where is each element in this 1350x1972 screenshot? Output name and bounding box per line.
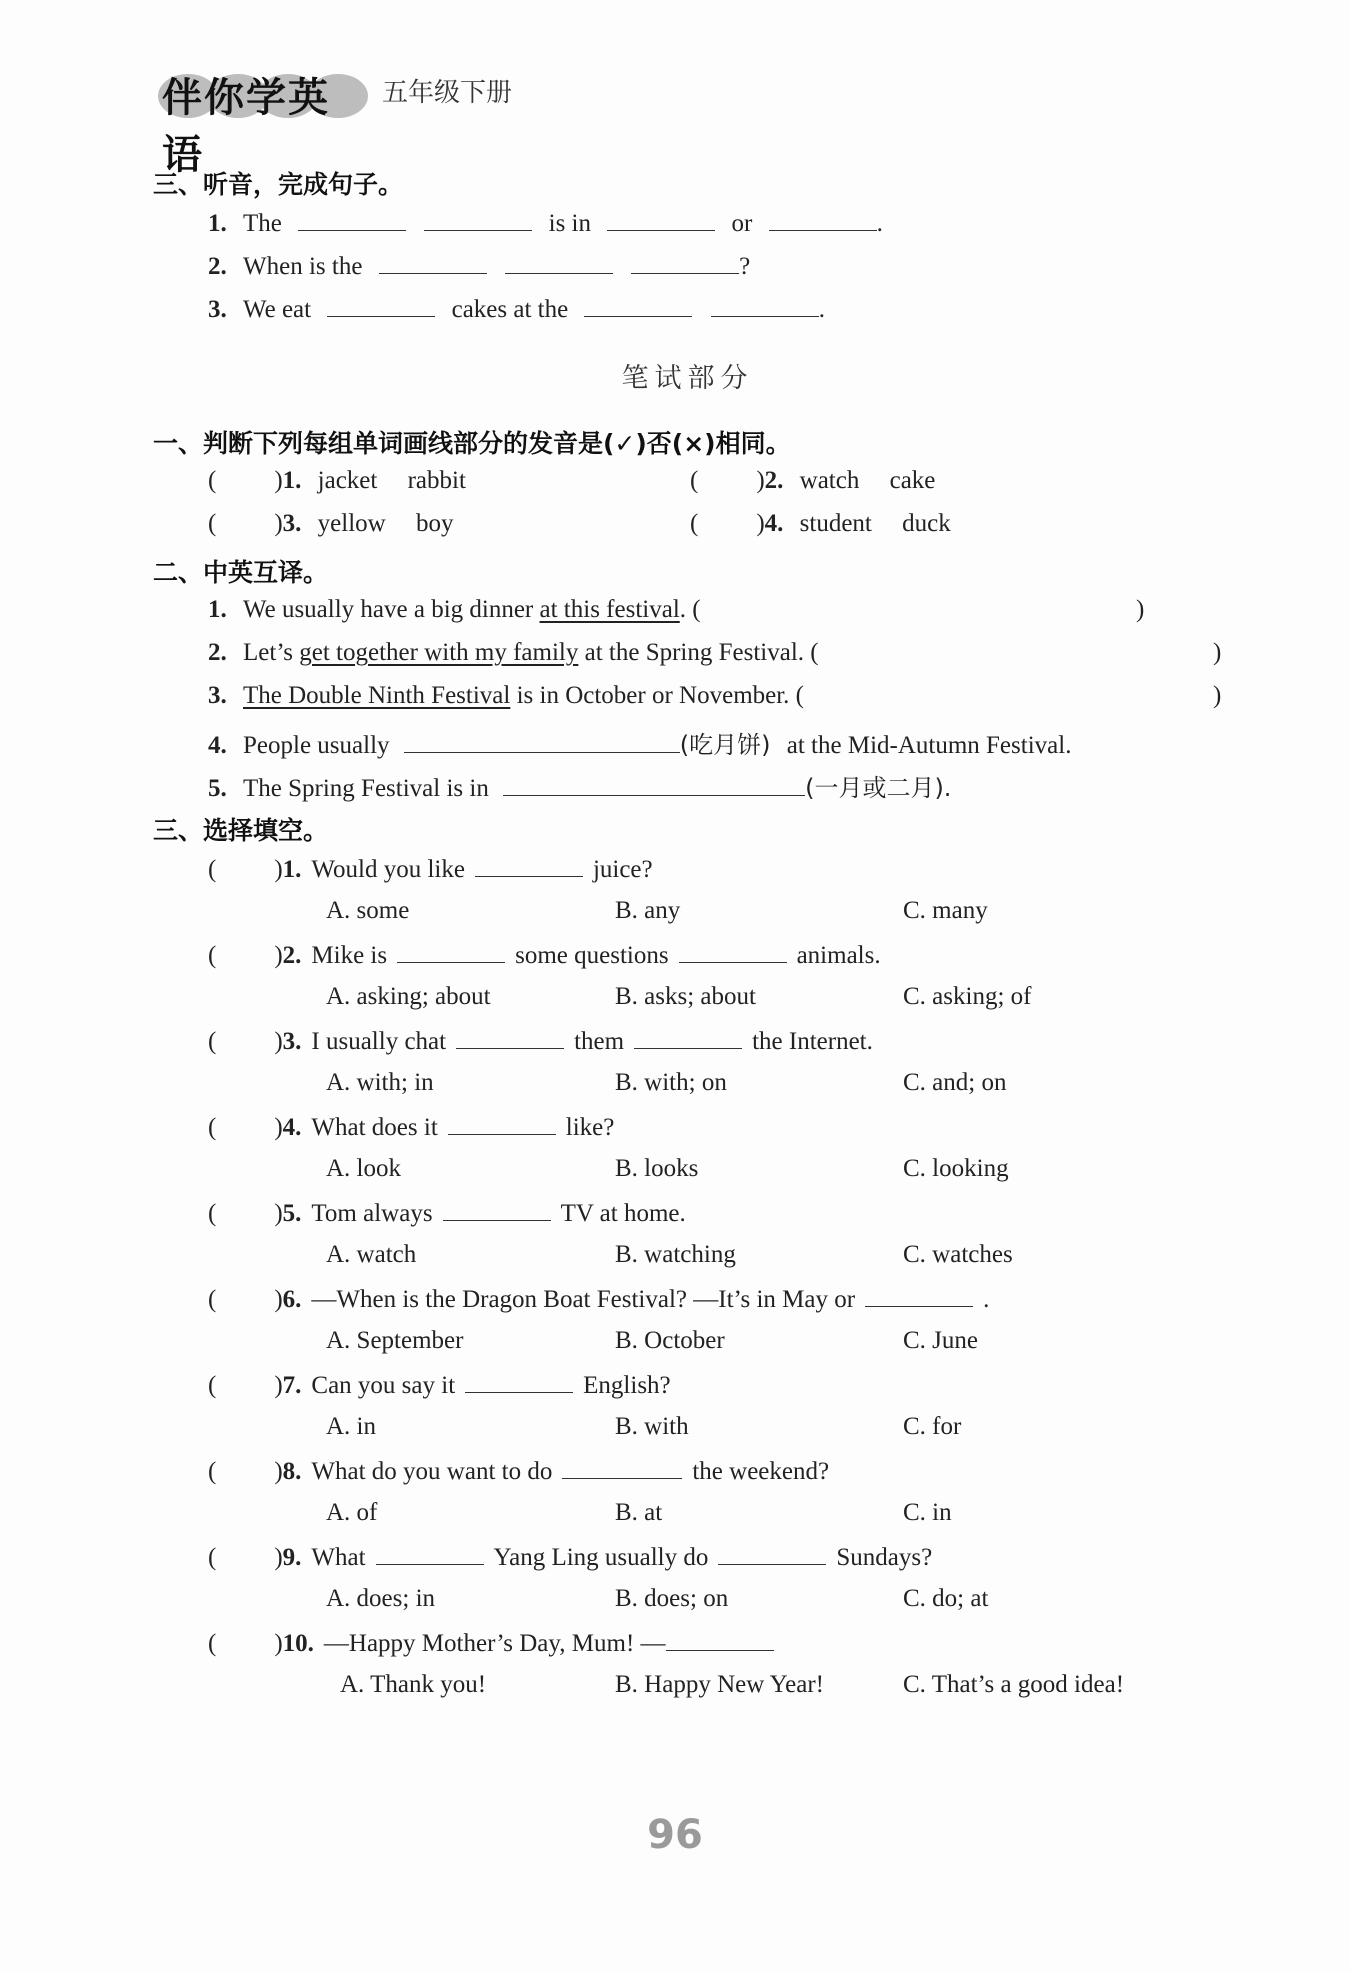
question-number: 1.: [282, 856, 302, 883]
page-number: 96: [647, 1812, 703, 1858]
book-logo: [158, 62, 368, 178]
listening-title: 三、听音，完成句子。: [153, 170, 404, 199]
question-text: What: [311, 1544, 366, 1571]
part2-item-2: 2. Let’s get together with my family at the Spring Festival. (: [208, 639, 819, 666]
answer-option[interactable]: B. looks: [615, 1155, 699, 1182]
question-text: juice?: [592, 856, 653, 883]
answer-option[interactable]: A. of: [326, 1499, 378, 1526]
answer-option[interactable]: A. watch: [326, 1241, 417, 1268]
question-text: .: [983, 1286, 990, 1313]
answer-option[interactable]: A. Thank you!: [340, 1671, 487, 1698]
mcq-question: ( )10. —Happy Mother’s Day, Mum! —: [208, 1628, 774, 1658]
answer-paren[interactable]: (: [690, 467, 699, 494]
answer-blank[interactable]: [666, 1628, 774, 1651]
answer-paren[interactable]: (: [208, 856, 217, 883]
question-text: the Internet.: [752, 1028, 873, 1055]
answer-blank[interactable]: [711, 294, 819, 317]
part1-item-1: ( )1. jacket rabbit: [208, 467, 466, 494]
question-text: them: [574, 1028, 625, 1055]
answer-paren[interactable]: (: [208, 1114, 217, 1141]
answer-blank[interactable]: [607, 208, 715, 231]
question-number: 5.: [282, 1200, 302, 1227]
answer-option[interactable]: B. watching: [615, 1241, 736, 1268]
answer-option[interactable]: C. watches: [903, 1241, 1013, 1268]
question-text: Would you like: [311, 856, 465, 883]
part1-title: 一、判断下列每组单词画线部分的发音是(✓)否(×)相同。: [153, 429, 791, 458]
question-text: like?: [565, 1114, 615, 1141]
answer-paren[interactable]: (: [208, 1630, 217, 1657]
answer-blank[interactable]: [679, 940, 787, 963]
answer-option[interactable]: C. That’s a good idea!: [903, 1671, 1125, 1698]
question-text: Tom always: [311, 1200, 433, 1227]
question-text: —When is the Dragon Boat Festival? —It’s in May or: [311, 1286, 856, 1313]
part3-title: 三、选择填空。: [153, 816, 329, 845]
question-text: —Happy Mother’s Day, Mum! —: [323, 1630, 666, 1657]
mcq-question: ( )4. What does it like?: [208, 1114, 615, 1141]
question-number: 8.: [282, 1458, 302, 1485]
question-text: Yang Ling usually do: [493, 1544, 709, 1571]
question-text: What does it: [311, 1114, 438, 1141]
mcq-question: ( )8. What do you want to do the weekend?: [208, 1458, 830, 1485]
answer-option[interactable]: C. June: [903, 1327, 978, 1354]
answer-option[interactable]: B. October: [615, 1327, 725, 1354]
part1-item-3: ( )3. yellow boy: [208, 510, 454, 537]
answer-option[interactable]: C. asking; of: [903, 983, 1032, 1010]
answer-option[interactable]: A. September: [326, 1327, 464, 1354]
part2-item-5: 5. The Spring Festival is in (一月或二月).: [208, 774, 952, 802]
answer-option[interactable]: B. asks; about: [615, 983, 756, 1010]
answer-blank[interactable]: [475, 854, 583, 877]
answer-blank[interactable]: [327, 294, 435, 317]
listening-item-3: 3. We eat cakes at the .: [208, 296, 825, 323]
answer-paren[interactable]: (: [208, 467, 217, 494]
answer-blank[interactable]: [584, 294, 692, 317]
answer-option[interactable]: B. any: [615, 897, 681, 924]
part2-item-4: 4. People usually (吃月饼) at the Mid-Autumn Festival.: [208, 731, 1072, 759]
answer-paren[interactable]: (: [208, 510, 217, 537]
answer-option[interactable]: A. with; in: [326, 1069, 434, 1096]
answer-blank[interactable]: [298, 208, 406, 231]
listening-item-2: 2. When is the ?: [208, 253, 751, 280]
answer-blank[interactable]: [562, 1456, 682, 1479]
answer-blank[interactable]: [397, 940, 505, 963]
answer-option[interactable]: A. in: [326, 1413, 376, 1440]
answer-option[interactable]: B. with: [615, 1413, 689, 1440]
part2-close-paren-3: ): [1213, 682, 1222, 709]
answer-option[interactable]: C. many: [903, 897, 988, 924]
mcq-question: ( )5. Tom always TV at home.: [208, 1200, 686, 1227]
answer-blank[interactable]: [631, 251, 739, 274]
answer-blank[interactable]: [505, 251, 613, 274]
mcq-question: ( )1. Would you like juice?: [208, 856, 653, 883]
answer-blank[interactable]: [379, 251, 487, 274]
listening-item-1: 1. The is in or .: [208, 210, 883, 237]
answer-paren[interactable]: (: [208, 1286, 217, 1313]
mcq-question: ( )9. What Yang Ling usually do Sundays?: [208, 1544, 933, 1571]
answer-blank[interactable]: [769, 208, 877, 231]
written-part-title: 笔试部分: [621, 363, 754, 394]
mcq-question: ( )7. Can you say it English?: [208, 1372, 671, 1399]
answer-paren[interactable]: (: [208, 1028, 217, 1055]
question-number: 10.: [282, 1630, 314, 1657]
question-text: Sundays?: [836, 1544, 933, 1571]
question-number: 6.: [282, 1286, 302, 1313]
answer-blank[interactable]: [456, 1026, 564, 1049]
answer-option[interactable]: B. Happy New Year!: [615, 1671, 824, 1698]
question-text: English?: [583, 1372, 671, 1399]
part2-title: 二、中英互译。: [153, 558, 329, 587]
answer-option[interactable]: B. at: [615, 1499, 663, 1526]
answer-blank[interactable]: [718, 1542, 826, 1565]
answer-paren[interactable]: (: [690, 510, 699, 537]
question-text: Can you say it: [311, 1372, 456, 1399]
part2-close-paren-1: ): [1136, 596, 1145, 623]
answer-option[interactable]: C. and; on: [903, 1069, 1007, 1096]
answer-option[interactable]: C. looking: [903, 1155, 1009, 1182]
answer-blank[interactable]: [376, 1542, 484, 1565]
part1-item-4: ( )4. student duck: [690, 510, 951, 537]
question-number: 4.: [282, 1114, 302, 1141]
answer-paren[interactable]: (: [208, 1544, 217, 1571]
question-text: TV at home.: [560, 1200, 686, 1227]
part2-item-3: 3. The Double Ninth Festival is in October or November. (: [208, 682, 805, 709]
question-number: 9.: [282, 1544, 302, 1571]
question-text: some questions: [515, 942, 669, 969]
answer-paren[interactable]: (: [208, 942, 217, 969]
answer-option[interactable]: C. do; at: [903, 1585, 989, 1612]
answer-paren[interactable]: (: [208, 1372, 217, 1399]
question-number: 2.: [282, 942, 302, 969]
question-text: Mike is: [311, 942, 388, 969]
question-text: animals.: [796, 942, 881, 969]
answer-option[interactable]: A. does; in: [326, 1585, 436, 1612]
answer-option[interactable]: B. does; on: [615, 1585, 729, 1612]
question-number: 3.: [282, 1028, 302, 1055]
answer-blank[interactable]: [424, 208, 532, 231]
part2-item-1: 1. We usually have a big dinner at this festival. (: [208, 596, 701, 623]
logo-text: 伴你学英语: [162, 75, 330, 178]
mcq-question: ( )2. Mike is some questions animals.: [208, 942, 881, 969]
answer-paren[interactable]: (: [208, 1200, 217, 1227]
answer-option[interactable]: B. with; on: [615, 1069, 727, 1096]
answer-blank[interactable]: [865, 1284, 973, 1307]
answer-option[interactable]: A. some: [326, 897, 410, 924]
part1-item-2: ( )2. watch cake: [690, 467, 936, 494]
question-number: 7.: [282, 1372, 302, 1399]
answer-option[interactable]: C. in: [903, 1499, 952, 1526]
part2-close-paren-2: ): [1213, 639, 1222, 666]
question-text: the weekend?: [692, 1458, 830, 1485]
grade-label: 五年级下册: [382, 78, 513, 108]
answer-option[interactable]: A. look: [326, 1155, 401, 1182]
answer-option[interactable]: C. for: [903, 1413, 962, 1440]
answer-option[interactable]: A. asking; about: [326, 983, 491, 1010]
answer-blank[interactable]: [634, 1026, 742, 1049]
answer-blank[interactable]: [448, 1112, 556, 1135]
question-text: I usually chat: [311, 1028, 447, 1055]
mcq-question: ( )6. —When is the Dragon Boat Festival? —It’s in May or .: [208, 1286, 990, 1313]
answer-blank[interactable]: [465, 1370, 573, 1393]
translation-blank[interactable]: [404, 730, 680, 753]
question-text: What do you want to do: [311, 1458, 553, 1485]
translation-blank[interactable]: [503, 773, 805, 796]
mcq-question: ( )3. I usually chat them the Internet.: [208, 1028, 873, 1055]
answer-paren[interactable]: (: [208, 1458, 217, 1485]
answer-blank[interactable]: [443, 1198, 551, 1221]
